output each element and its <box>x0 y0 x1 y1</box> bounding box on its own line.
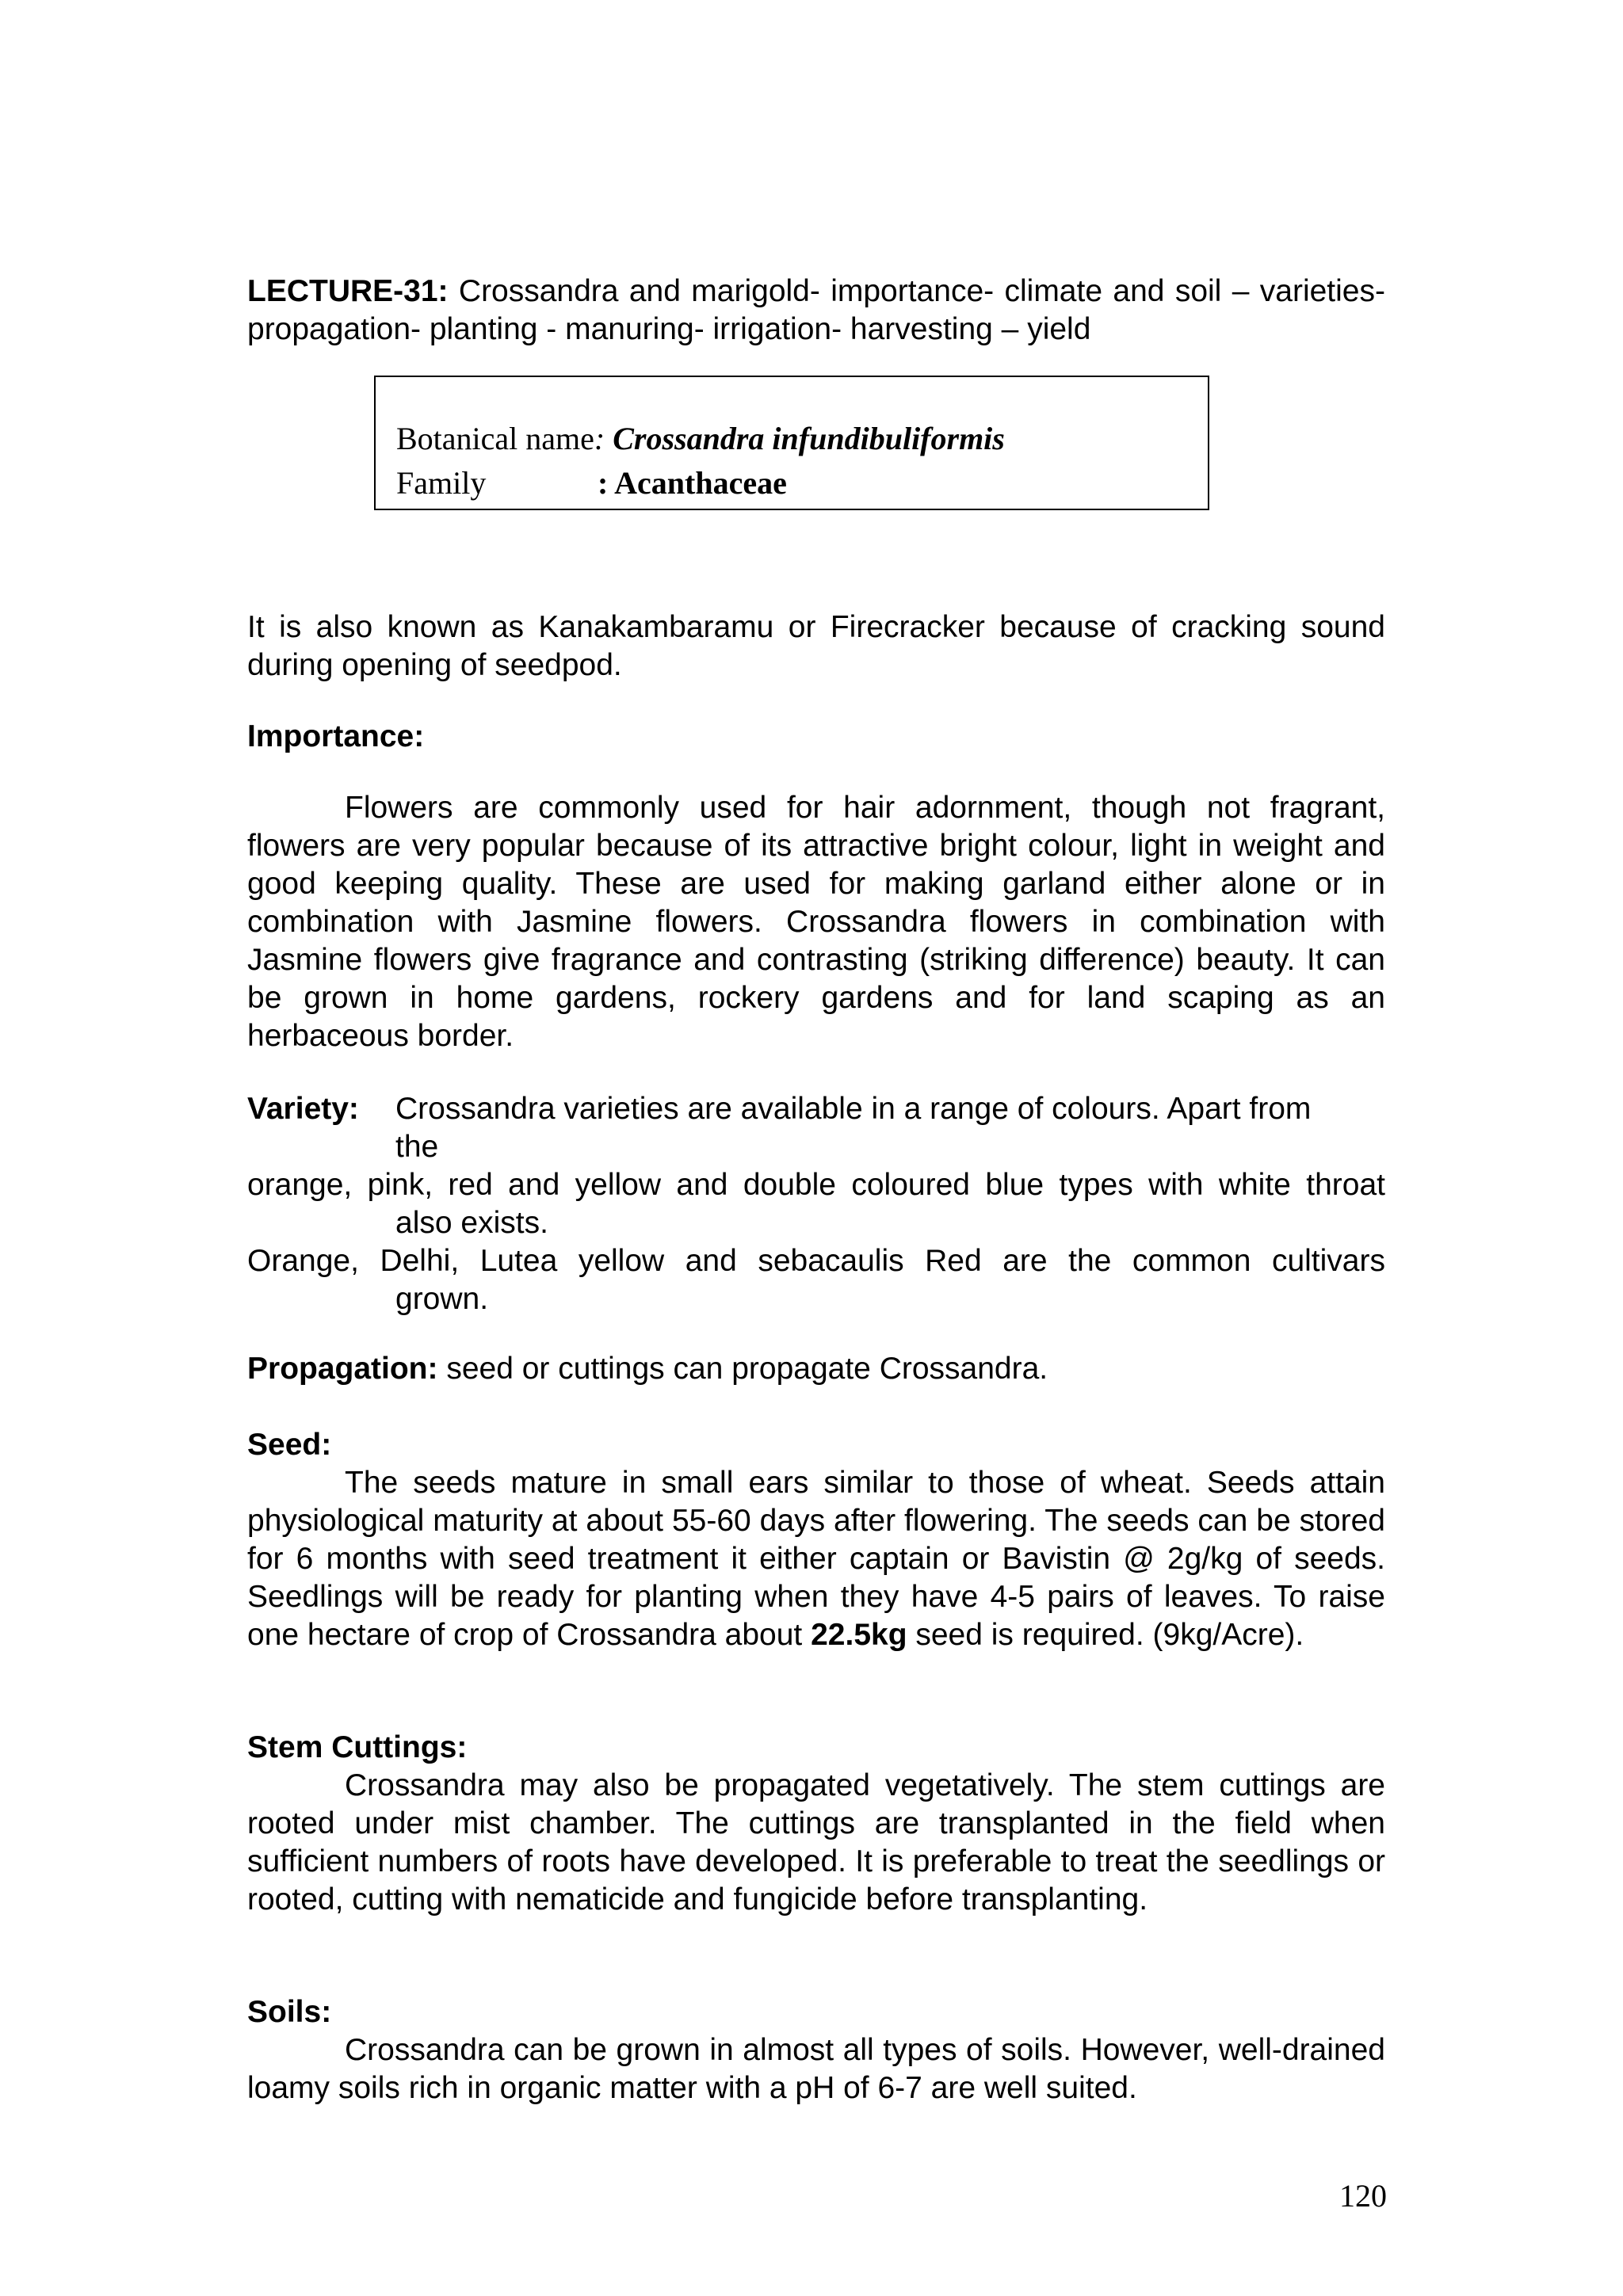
botanical-info-box <box>374 376 1209 510</box>
variety-line-3-wrap: grown. <box>395 1282 489 1316</box>
seed-heading: Seed: <box>247 1428 332 1462</box>
botanical-name-label: Botanical name <box>396 421 594 456</box>
propagation-line <box>247 1350 1385 1388</box>
stem-cuttings-heading: Stem Cuttings: <box>247 1730 468 1764</box>
propagation-text: seed or cuttings can propagate Crossandra. <box>437 1352 1048 1386</box>
lecture-label: LECTURE-31: <box>247 274 449 308</box>
botanical-name-value: Crossandra infundibuliformis <box>613 421 1005 456</box>
variety-section <box>247 1090 1385 1318</box>
seed-text-after: seed is required. (9kg/Acre). <box>907 1618 1304 1652</box>
soils-heading: Soils: <box>247 1995 332 2029</box>
variety-heading: Variety: <box>247 1092 359 1126</box>
botanical-name-separator: : <box>594 421 613 456</box>
variety-line-2-wrap: also exists. <box>395 1206 548 1240</box>
lecture-title-text: Crossandra and marigold- importance- climate and soil – varieties- propagation- planting - manuring- irrigation- harvesting – yield <box>247 274 1385 346</box>
variety-line-2: orange, pink, red and yellow and double coloured blue types with white throat <box>247 1168 1385 1202</box>
lecture-title <box>247 273 1385 349</box>
family-row <box>396 464 787 502</box>
seed-rate: 22.5kg <box>811 1618 907 1652</box>
family-value: : Acanthaceae <box>598 465 787 501</box>
variety-line-1-text: Crossandra varieties are available in a range of colours. Apart from <box>395 1092 1312 1126</box>
family-label: Family <box>396 465 487 501</box>
seed-paragraph <box>247 1464 1385 1654</box>
importance-paragraph: Flowers are commonly used for hair adornment, though not fragrant, flowers are very popular because of its attractive bright colour, light in weight and good keeping quality. These are used for making garland either alone or in combination with Jasmine flowers. Crossandra flowers in combination with Jasmine flowers give fragrance and contrasting (striking difference) beauty. It can be grown in home gardens, rockery gardens and for land scaping as an herbaceous border. <box>247 791 1385 1053</box>
propagation-heading: Propagation: <box>247 1352 438 1386</box>
variety-line-1-wrap: the <box>395 1130 439 1164</box>
seed-text-before: The seeds mature in small ears similar to those of wheat. Seeds attain physiological maturity at about 55-60 days after flowering. The seeds can be stored for 6 months with seed treatment it either captain or Bavistin @ 2g/kg of seeds. Seedlings will be ready for planting when they have 4-5 pairs of leaves. To raise one hectare of crop of Crossandra about <box>247 1466 1385 1652</box>
soils-paragraph: Crossandra can be grown in almost all types of soils. However, well-drained loamy soils rich in organic matter with a pH of 6-7 are well suited. <box>247 2033 1385 2105</box>
variety-line-1 <box>247 1090 1385 1128</box>
variety-line-3: Orange, Delhi, Lutea yellow and sebacaulis Red are the common cultivars <box>247 1244 1385 1278</box>
page-number: 120 <box>1339 2178 1387 2214</box>
importance-heading: Importance: <box>247 719 425 753</box>
stem-cuttings-paragraph: Crossandra may also be propagated vegetatively. The stem cuttings are rooted under mist chamber. The cuttings are transplanted in the field when sufficient numbers of roots have developed. It is preferable to treat the seedlings or rooted, cutting with nematicide and fungicide before transplanting. <box>247 1768 1385 1917</box>
intro-paragraph: It is also known as Kanakambaramu or Firecracker because of cracking sound during opening of seedpod. <box>247 610 1385 682</box>
botanical-name-row <box>396 420 1005 457</box>
